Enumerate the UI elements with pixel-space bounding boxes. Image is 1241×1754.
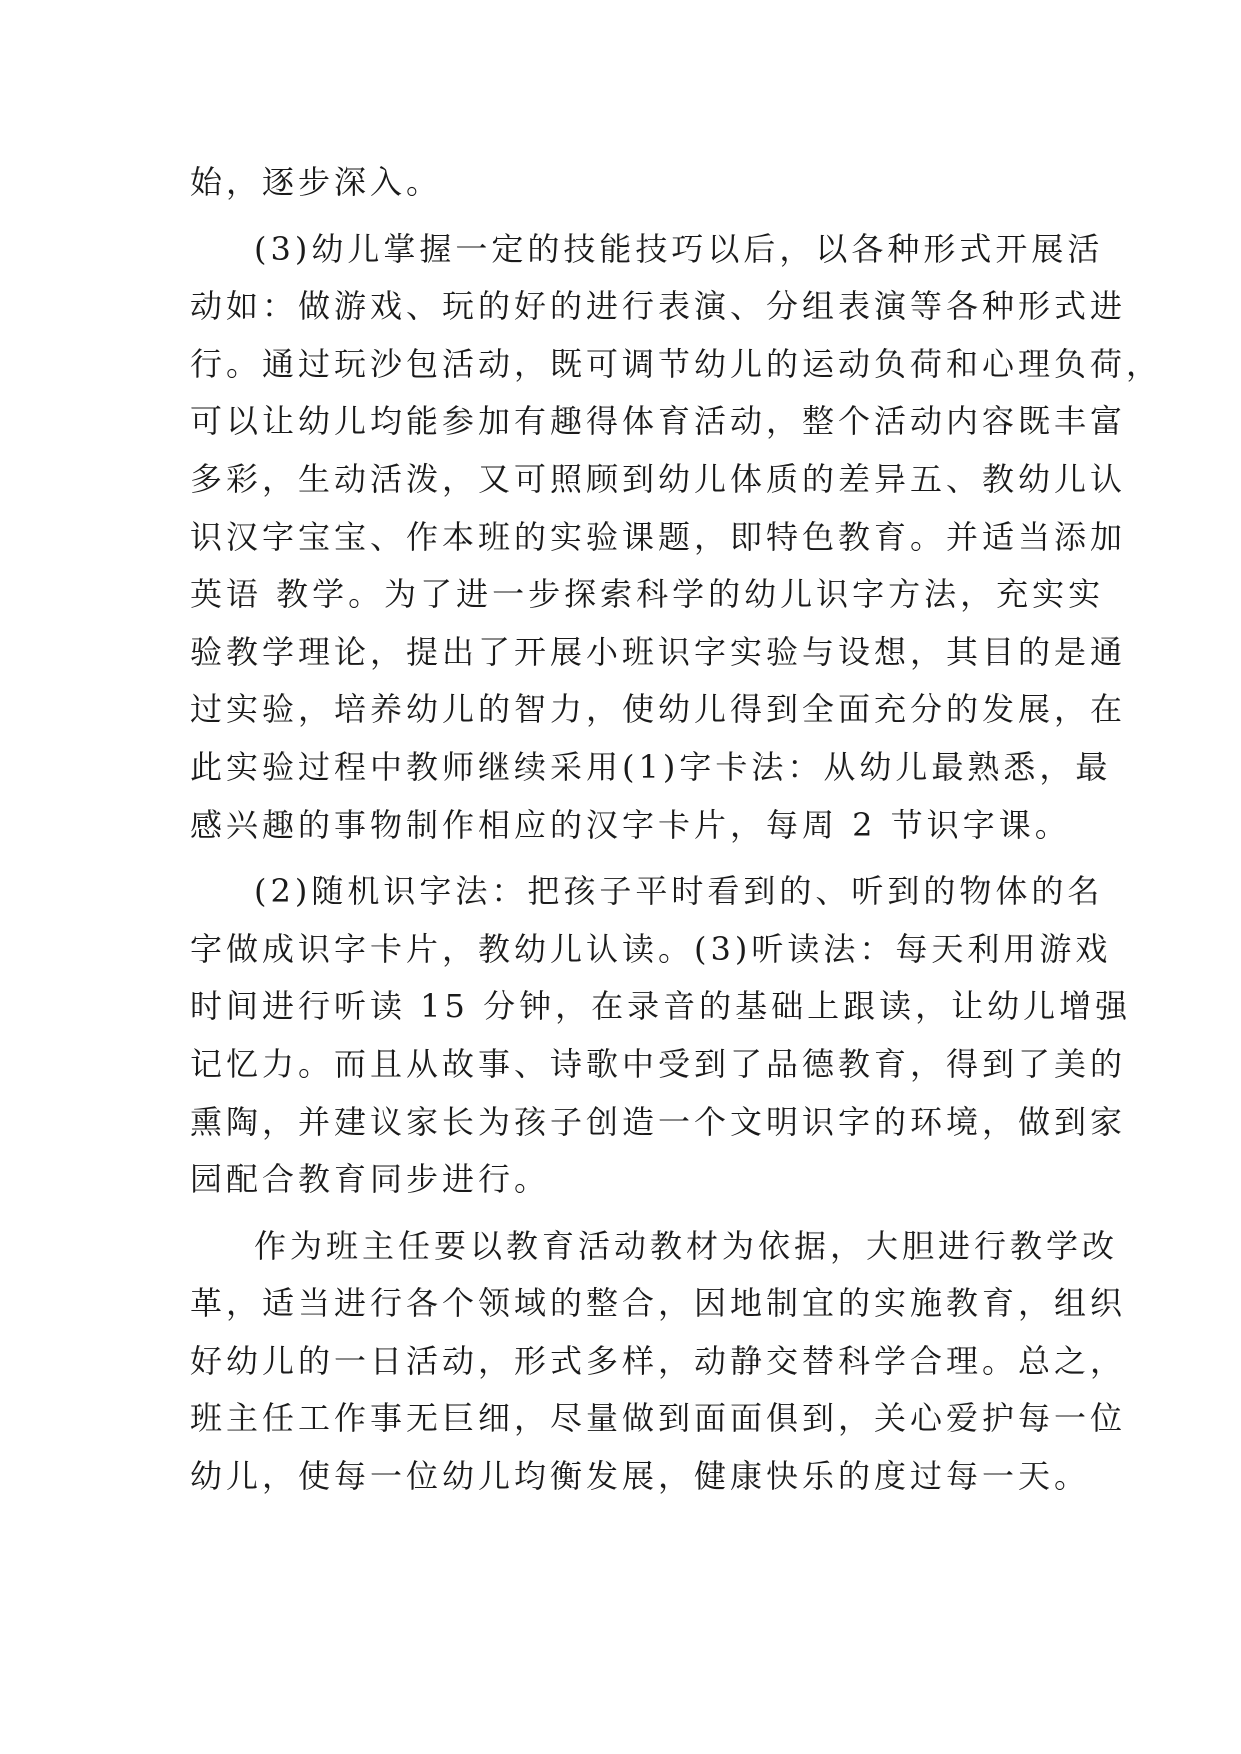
text-line: 动如：做游戏、玩的好的进行表演、分组表演等各种形式进 (190, 287, 1127, 326)
text-line: 熏陶，并建议家长为孩子创造一个文明识字的环境，做到家 (190, 1102, 1127, 1141)
text-line: 好幼儿的一日活动，形式多样，动静交替科学合理。总之， (190, 1341, 1127, 1380)
paragraph (190, 154, 1050, 212)
paragraph (190, 1218, 1127, 1506)
text-line: 记忆力。而且从故事、诗歌中受到了品德教育，得到了美的 (190, 1044, 1127, 1083)
text-line: 多彩，生动活泼，又可照顾到幼儿体质的差异五、教幼儿认 (190, 459, 1127, 498)
text-line: 始，逐步深入。 (190, 163, 443, 201)
text-line: 时间进行听读 15 分钟，在录音的基础上跟读，让幼儿增强 (190, 987, 1132, 1026)
text-line: 可以让幼儿均能参加有趣得体育活动，整个活动内容既丰富 (190, 402, 1127, 441)
text-line: (3)幼儿掌握一定的技能技巧以后，以各种形式开展活 (254, 229, 1104, 268)
text-line: 字做成识字卡片，教幼儿认读。(3)听读法：每天利用游戏 (190, 929, 1112, 968)
text-line: 验教学理论，提出了开展小班识字实验与设想，其目的是通 (190, 632, 1127, 671)
text-line: 幼儿，使每一位幼儿均衡发展，健康快乐的度过每一天。 (190, 1457, 1091, 1496)
text-line: 革，适当进行各个领域的整合，因地制宜的实施教育，组织 (190, 1284, 1127, 1323)
text-line: 作为班主任要以教育活动教材为依据，大胆进行教学改 (254, 1226, 1119, 1265)
text-line: 园配合教育同步进行。 (190, 1160, 551, 1199)
paragraph-gap (190, 854, 1050, 863)
document-body (190, 154, 1163, 1506)
text-line: 识汉字宝宝、作本班的实验课题，即特色教育。并适当添加 (190, 517, 1127, 556)
paragraph-gap (190, 212, 1050, 221)
text-line: 行。通过玩沙包活动，既可调节幼儿的运动负荷和心理负荷， (190, 344, 1163, 383)
paragraph-gap (190, 1209, 1050, 1218)
text-line: 班主任工作事无巨细，尽量做到面面俱到，关心爱护每一位 (190, 1399, 1127, 1438)
text-line: 过实验，培养幼儿的智力，使幼儿得到全面充分的发展，在 (190, 690, 1127, 729)
text-line: 感兴趣的事物制作相应的汉字卡片，每周 2 节识字课。 (190, 805, 1071, 844)
text-line: 英语 教学。为了进一步探索科学的幼儿识字方法，充实实 (190, 575, 1105, 614)
paragraph (190, 863, 1132, 1209)
text-line: (2)随机识字法：把孩子平时看到的、听到的物体的名 (254, 872, 1104, 911)
text-line: 此实验过程中教师继续采用(1)字卡法：从幼儿最熟悉，最 (190, 747, 1112, 786)
paragraph (190, 221, 1163, 855)
